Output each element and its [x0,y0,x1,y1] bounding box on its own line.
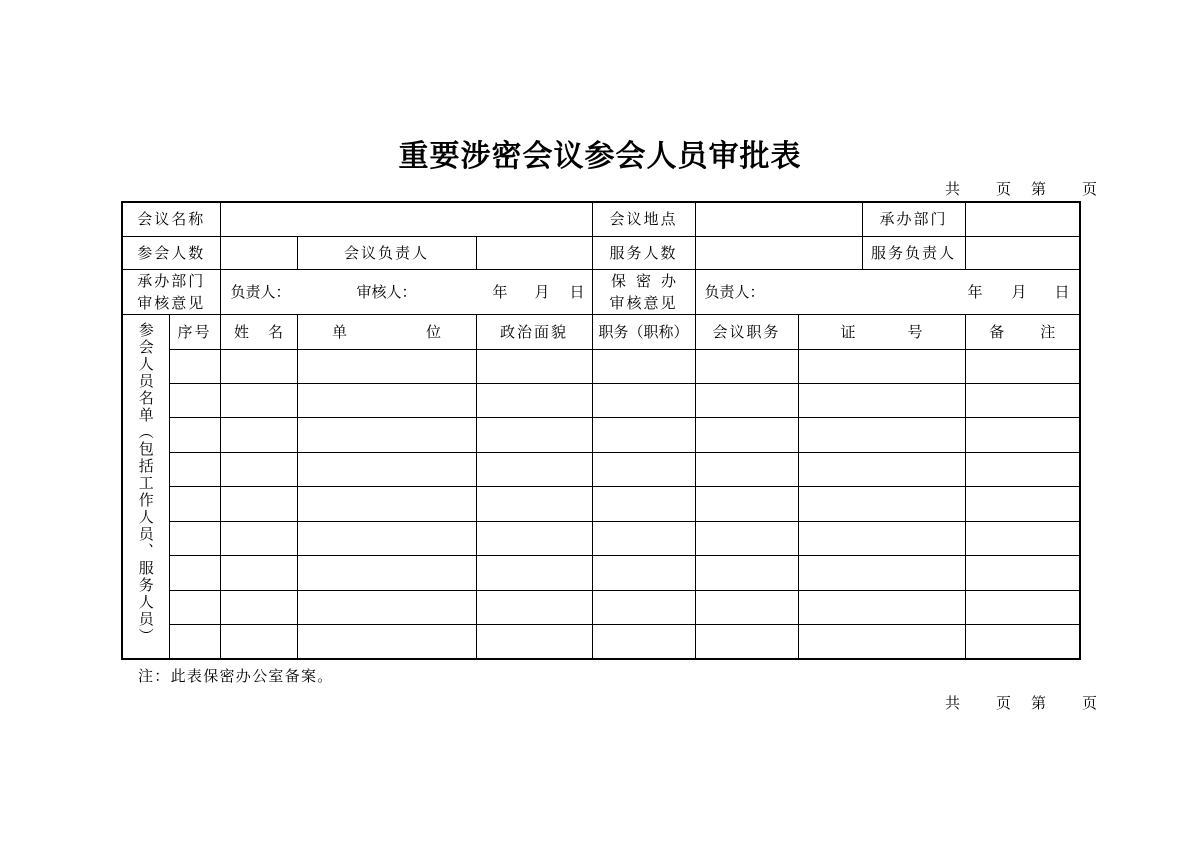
attendee-id-number-cell [798,349,965,383]
attendee-remarks-cell [965,383,1080,417]
column-header-id-number-cell [798,314,975,349]
attendee-index-cell [169,556,220,590]
meeting-info-row-2 [122,236,1080,269]
attendee-index-cell [169,349,220,383]
attendee-remarks-cell [965,487,1080,521]
host-department-review-label-line1: 承办部门 [137,271,206,290]
attendee-remarks-cell [965,418,1080,452]
attendee-meeting-role-cell [695,383,798,417]
security-office-review-content [696,270,1080,314]
attendee-row [122,349,1080,383]
column-header-political-status: 政治面貌 [476,314,592,349]
meeting-leader-label: 会议负责人 [297,236,476,269]
security-month-label: 月 [1011,282,1027,301]
attendee-name-cell [220,383,297,417]
security-office-review-label [592,269,695,314]
security-office-review-label-line1-wrap [593,270,695,292]
meeting-name-field [220,202,592,236]
host-department-review-field [220,269,592,314]
approval-table [121,201,1092,660]
host-reviewer-label: 审核人： [356,282,417,301]
column-header-name: 姓名 [234,322,303,341]
form-title: 重要涉密会议参会人员审批表 [398,139,802,174]
meeting-location-field [695,202,862,236]
column-header-name-cell [220,314,303,349]
meeting-name-label: 会议名称 [122,202,220,236]
attendee-unit-cell [297,418,476,452]
attendee-id-number-cell [798,383,965,417]
attendee-unit-cell [297,590,476,624]
attendee-unit-cell [297,349,476,383]
attendee-position-cell [592,418,695,452]
attendee-remarks-cell [965,521,1080,555]
attendee-position-cell [592,625,695,659]
attendee-name-cell [220,556,297,590]
attendee-political-status-cell [476,383,592,417]
attendee-list-section-label: 参会人员名单（包括工作人员、服务人员） [136,322,155,646]
host-year-label: 年 [492,282,508,301]
attendee-row [122,521,1080,555]
column-header-remarks-cell [965,314,1092,349]
attendee-name-cell [220,349,297,383]
column-header-remarks: 备注 [989,322,1092,341]
service-leader-label: 服务负责人 [862,236,965,269]
column-header-meeting-role: 会议职务 [695,314,798,349]
host-department-field [965,202,1080,236]
current-page-unit: 页 [1082,180,1098,198]
attendee-index-cell [169,487,220,521]
attendee-list-header-row [122,314,1080,349]
column-header-position-cell [592,314,695,349]
attendee-position-cell [592,487,695,521]
host-department-review-label [122,269,220,314]
service-count-label: 服务人数 [592,236,695,269]
meeting-leader-field [476,236,592,269]
security-responsible-person-label: 负责人： [704,282,765,301]
column-header-index: 序号 [169,314,220,349]
attendee-political-status-cell [476,521,592,555]
attendee-row [122,452,1080,486]
attendee-political-status-cell [476,349,592,383]
attendee-remarks-cell [965,349,1080,383]
attendee-id-number-cell [798,590,965,624]
attendee-name-cell [220,625,297,659]
attendee-name-cell [220,418,297,452]
host-day-label: 日 [569,282,585,301]
attendee-unit-cell [297,625,476,659]
attendee-id-number-cell [798,556,965,590]
attendee-remarks-cell [965,452,1080,486]
column-header-id-number: 证号 [840,322,975,341]
attendee-position-cell [592,383,695,417]
total-pages-unit: 页 [996,180,1012,198]
host-department-label: 承办部门 [862,202,965,236]
attendee-meeting-role-cell [695,521,798,555]
attendee-index-cell [169,418,220,452]
total-pages-unit-bottom: 页 [996,694,1012,712]
attendee-row [122,590,1080,624]
attendee-position-cell [592,556,695,590]
attendee-count-field [220,236,297,269]
attendee-political-status-cell [476,452,592,486]
attendee-row [122,556,1080,590]
attendee-id-number-cell [798,418,965,452]
attendee-position-cell [592,349,695,383]
attendee-political-status-cell [476,556,592,590]
host-department-review-label-line2: 审核意见 [137,293,206,312]
attendee-position-cell [592,590,695,624]
meeting-location-label: 会议地点 [592,202,695,236]
attendee-unit-cell [297,383,476,417]
current-page-label-bottom: 第 [1031,694,1047,712]
attendee-index-cell [169,521,220,555]
attendee-political-status-cell [476,418,592,452]
attendee-index-cell [169,452,220,486]
attendee-row [122,487,1080,521]
column-header-unit: 单位 [332,322,521,341]
host-department-review-content [221,270,592,314]
attendee-meeting-role-cell [695,349,798,383]
attendee-id-number-cell [798,521,965,555]
attendee-name-cell [220,590,297,624]
attendee-count-label: 参会人数 [122,236,220,269]
current-page-unit-bottom: 页 [1082,694,1098,712]
attendee-political-status-cell [476,590,592,624]
security-office-review-label-line1: 保密办 [611,271,687,290]
host-month-label: 月 [534,282,550,301]
security-year-label: 年 [967,282,983,301]
column-header-position: 职务（职称） [598,322,689,341]
attendee-meeting-role-cell [695,418,798,452]
security-office-review-field [695,269,1080,314]
column-header-unit-cell [297,314,521,349]
attendee-index-cell [169,625,220,659]
service-count-field [695,236,862,269]
attendee-unit-cell [297,452,476,486]
attendee-remarks-cell [965,625,1080,659]
host-responsible-person-label: 负责人： [230,282,291,301]
total-pages-label: 共 [945,180,961,198]
current-page-label: 第 [1031,180,1047,198]
attendee-row [122,418,1080,452]
attendee-id-number-cell [798,452,965,486]
attendee-name-cell [220,452,297,486]
security-office-review-label-line2: 审核意见 [609,293,678,312]
attendee-meeting-role-cell [695,452,798,486]
service-leader-field [965,236,1080,269]
attendee-row [122,383,1080,417]
filing-note: 注：此表保密办公室备案。 [138,667,334,685]
attendee-remarks-cell [965,556,1080,590]
attendee-index-cell [169,383,220,417]
attendee-remarks-cell [965,590,1080,624]
attendee-id-number-cell [798,625,965,659]
attendee-row [122,625,1080,659]
attendee-name-cell [220,487,297,521]
attendee-unit-cell [297,556,476,590]
attendee-index-cell [169,590,220,624]
approval-table-body [122,202,1092,659]
attendee-id-number-cell [798,487,965,521]
attendee-meeting-role-cell [695,556,798,590]
meeting-info-row-1 [122,202,1080,236]
review-row [122,269,1080,314]
total-pages-label-bottom: 共 [945,694,961,712]
attendee-meeting-role-cell [695,625,798,659]
attendee-position-cell [592,452,695,486]
attendee-meeting-role-cell [695,590,798,624]
attendee-political-status-cell [476,625,592,659]
attendee-political-status-cell [476,487,592,521]
attendee-unit-cell [297,487,476,521]
security-day-label: 日 [1054,282,1070,301]
attendee-position-cell [592,521,695,555]
attendee-unit-cell [297,521,476,555]
attendee-meeting-role-cell [695,487,798,521]
attendee-list-section-cell [122,314,169,659]
attendee-name-cell [220,521,297,555]
